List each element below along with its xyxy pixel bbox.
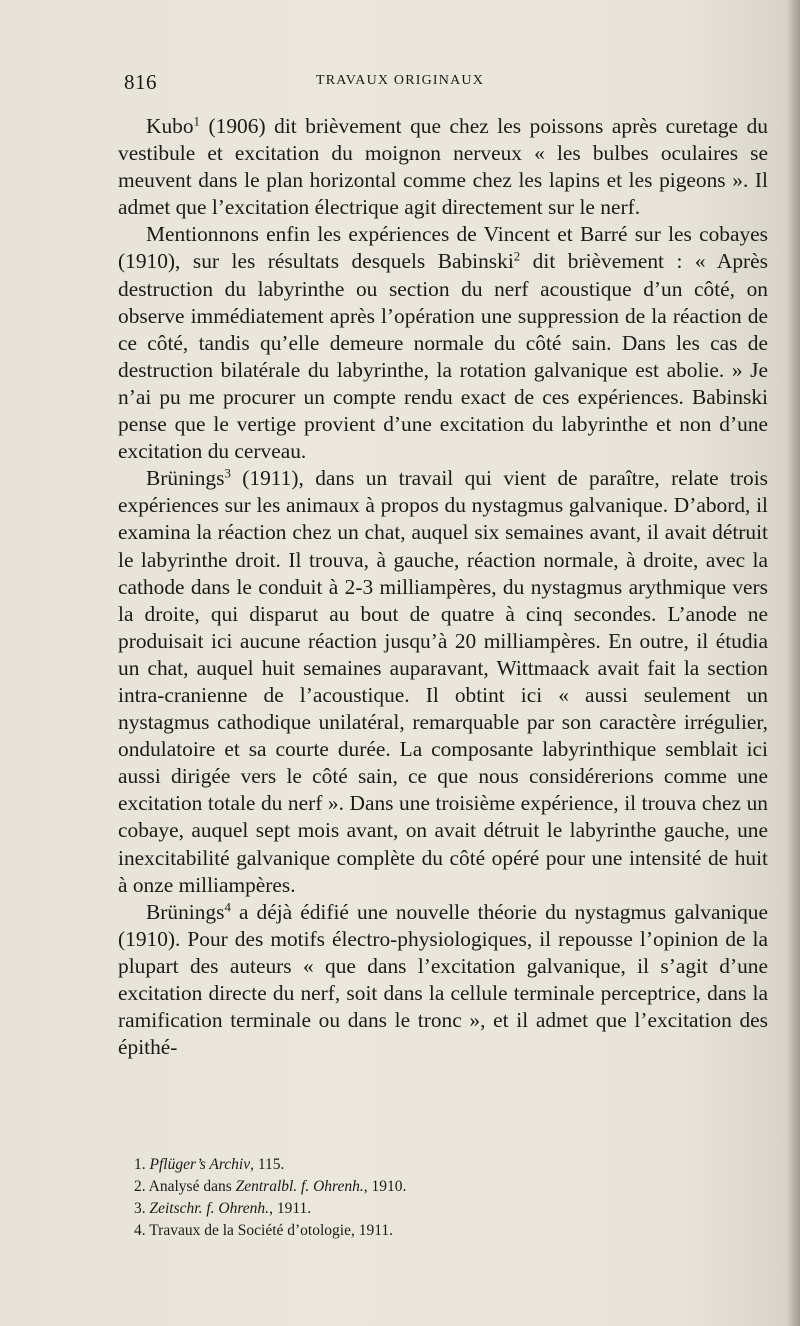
- paragraph-brunings-theory: [118, 899, 768, 1062]
- paragraph-brunings-1911: [118, 465, 768, 899]
- footnote-number: 1.: [134, 1156, 146, 1173]
- footnote-journal: Zentralbl. f. Ohrenh.: [235, 1178, 364, 1195]
- footnote-text-tail: , 1911.: [269, 1200, 312, 1217]
- footnote-text-tail: , 1910.: [363, 1178, 407, 1195]
- page-header: [0, 70, 800, 100]
- footnote-journal: Pflüger’s Archiv: [149, 1156, 251, 1173]
- page-number: 816: [124, 70, 157, 94]
- footnote-text: Travaux de la Société d’otologie, 1911.: [149, 1222, 394, 1239]
- footnotes: [134, 1154, 764, 1242]
- footnote-number: 3.: [134, 1200, 146, 1217]
- footnote-text: Analysé dans: [148, 1178, 236, 1195]
- body-text: [118, 113, 768, 1061]
- running-head: TRAVAUX ORIGINAUX: [315, 73, 485, 88]
- footnote-4: [134, 1220, 764, 1242]
- paragraph-lead: Kubo: [146, 114, 194, 138]
- paragraph-lead: Brünings: [146, 466, 225, 491]
- footnote-1: [134, 1154, 764, 1176]
- paragraph-kubo: [118, 113, 768, 221]
- footnote-ref-1: 1: [193, 114, 200, 129]
- paragraph-lead: Brünings: [146, 899, 225, 924]
- paragraph-text: a déjà édifié une nouvelle théorie du nystagmus galvanique (1910). Pour des motifs électro-physiologiques, il repousse l’opinion de la plupart des auteurs « que dans l’excitation galvanique, il s’agit d’une excitation directe du nerf, soit dans la cellule terminale perceptrice, dans la ramification terminale ou dans le tronc », et il admet que l’excitation des épithé-: [118, 899, 768, 1060]
- footnote-ref-4: 4: [224, 900, 231, 915]
- footnote-3: [134, 1198, 764, 1220]
- footnote-journal: Zeitschr. f. Ohrenh.: [149, 1200, 270, 1217]
- paragraph-vincent-barre: [118, 221, 768, 465]
- footnote-text-tail: , 115.: [250, 1156, 285, 1173]
- page-edge-shadow: [786, 0, 800, 1326]
- paragraph-text: (1911), dans un travail qui vient de paraître, relate trois expériences sur les animaux à propos du nystagmus galvanique. D’abord, il examina la réaction chez un chat, auquel six semaines avant, il avait détruit le labyrinthe droit. Il trouva, à gauche, réaction normale, à droite, avec la cathode dans le conduit à 2-3 milliampères, du nystagmus arythmique vers la droite, qui disparut au bout de quatre à cinq secondes. L’anode ne produisait ici aucune réaction jusqu’à 20 milliampères. En outre, il étudia un chat, auquel huit semaines auparavant, Wittmaack avait fait la section intra-cranienne de l’acoustique. Il obtint ici « aussi seulement un nystagmus cathodique unilatéral, remarquable par son caractère irrégulier, ondulatoire et sa courte durée. La composante labyrinthique semblait ici aussi dirigée vers le côté sain, ce que nous considérerions comme une excitation totale du nerf ». Dans une troisième expérience, il trouva chez un cobaye, auquel sept mois avant, on avait détruit le labyrinthe gauche, une inexcitabilité galvanique complète du côté opéré pour une intensité de huit à onze milliampères.: [118, 466, 768, 897]
- footnote-number: 4.: [134, 1222, 146, 1239]
- footnote-number: 2.: [134, 1178, 146, 1195]
- footnote-ref-3: 3: [224, 466, 231, 481]
- footnote-ref-2: 2: [513, 249, 521, 264]
- paragraph-text: dit brièvement : « Après destruction du labyrinthe ou section du nerf acoustique d’un côté, on observe immédiatement après l’opération une suppression de la réaction de ce côté, tandis qu’elle demeure normale du côté sain. Dans les cas de destruction bilatérale du labyrinthe, la rotation galvanique est abolie. » Je n’ai pu me procurer un compte rendu exact de ces expériences. Babinski pense que le vertige provient d’une excitation du labyrinthe et non d’une excitation du cerveau.: [118, 249, 768, 464]
- paragraph-text: (1906) dit brièvement que chez les poissons après curetage du vestibule et excitation du moignon nerveux « les bulbes oculaires se meuvent dans le plan horizontal comme chez les lapins et les pigeons ». Il admet que l’excitation électrique agit directement sur le nerf.: [118, 114, 768, 220]
- paragraph-lead: Mentionnons enfin les expériences de Vincent et Barré sur les cobayes (1910), sur les résultats desquels Babinski: [118, 222, 768, 274]
- footnote-2: [134, 1176, 764, 1198]
